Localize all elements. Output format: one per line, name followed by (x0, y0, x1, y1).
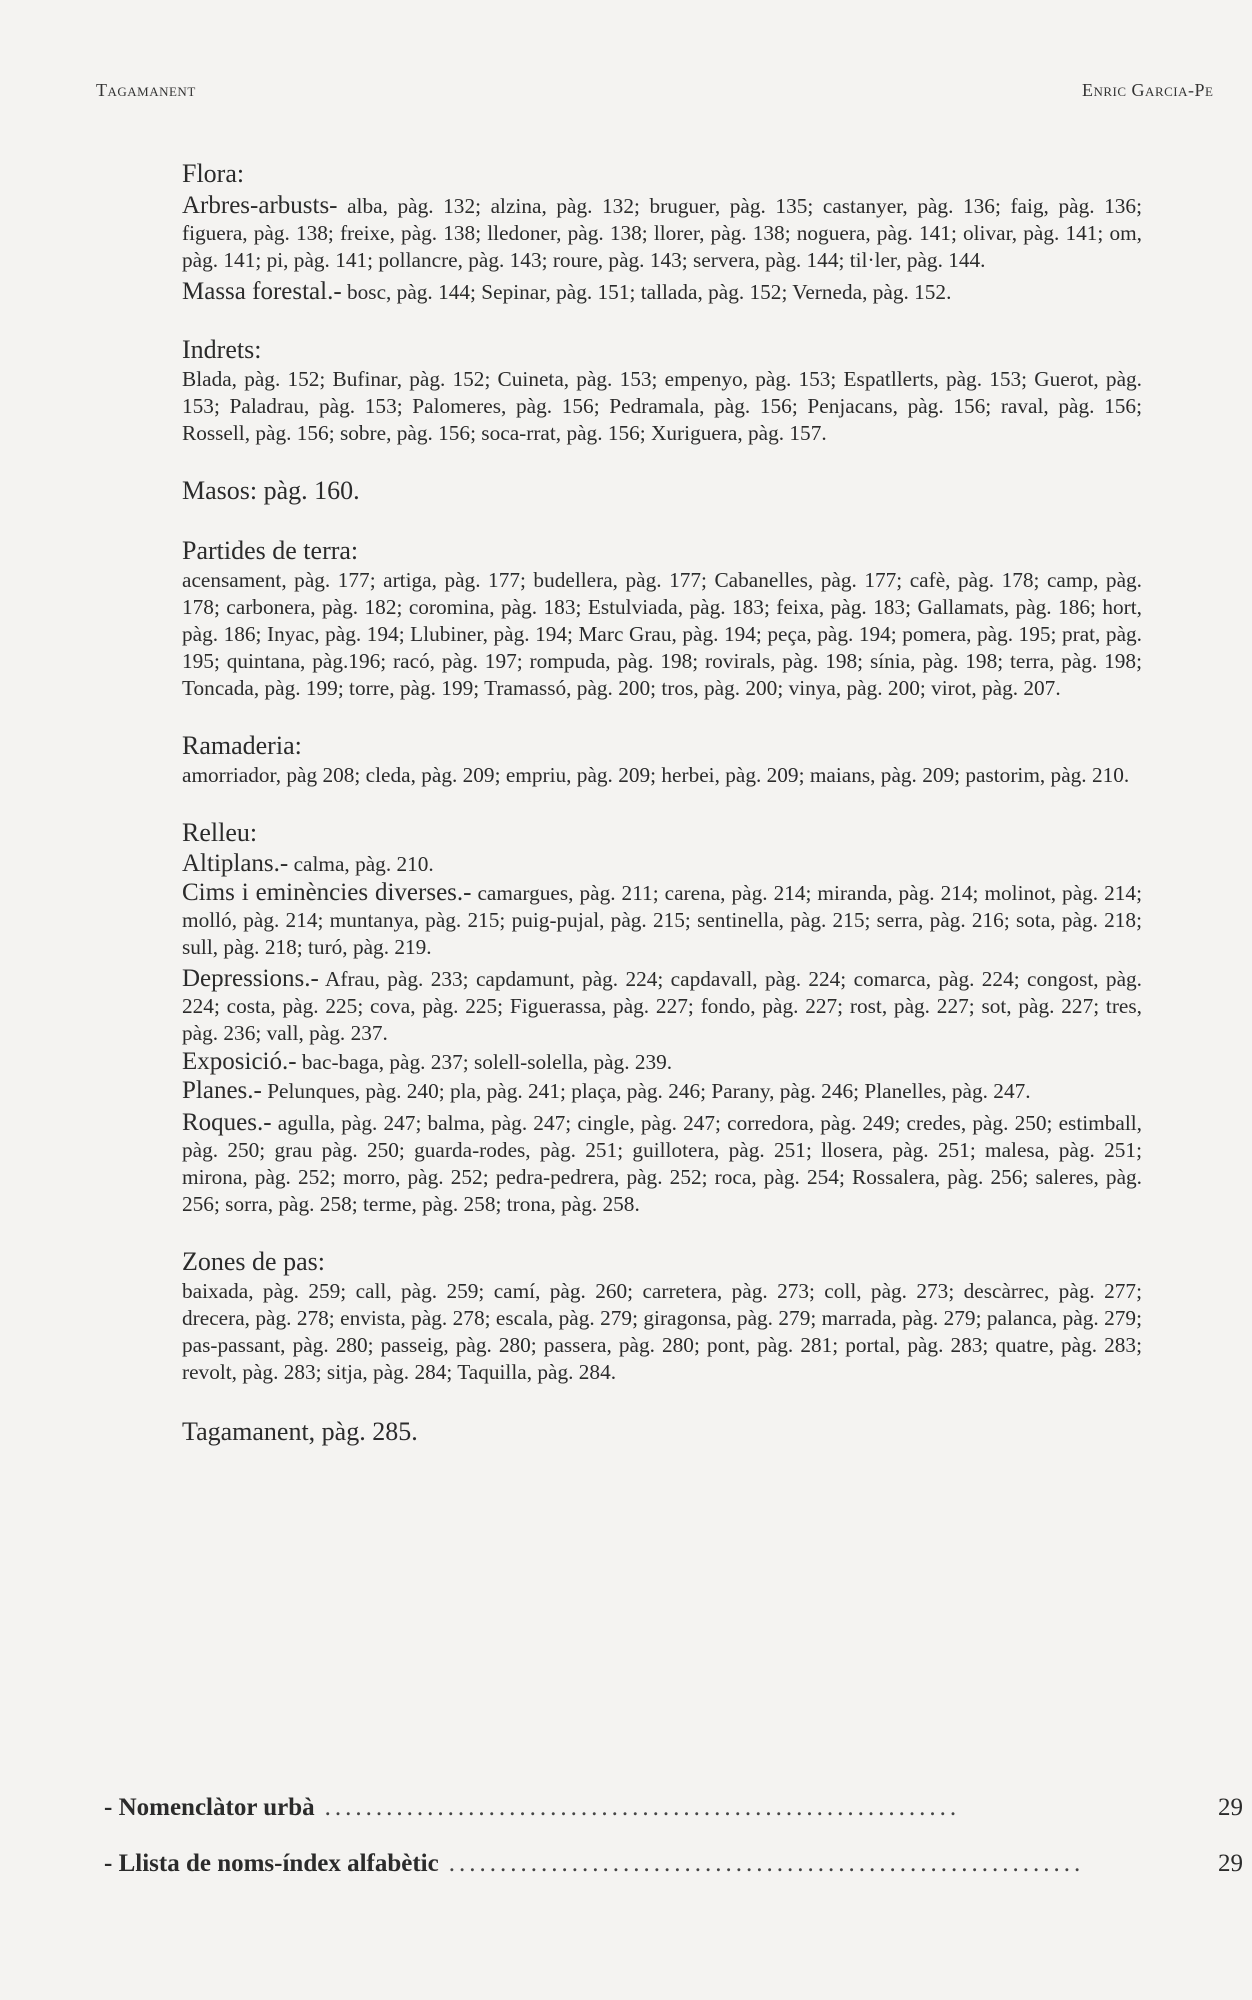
section-title: Masos: pàg. 160. (182, 476, 360, 505)
section-entry (182, 1109, 1142, 1218)
entry-lead: Arbres-arbusts- (182, 192, 338, 219)
running-head-right: Enric Garcia-Pe (1082, 80, 1214, 100)
entry-lead: Planes.- (182, 1077, 262, 1104)
entry-body: bac-baga, pàg. 237; solell-solella, pàg. 239. (301, 1050, 673, 1074)
section-title: Zones de pas: (182, 1247, 325, 1276)
section-entry (182, 278, 1142, 306)
entry-lead: Roques.- (182, 1109, 272, 1136)
section-body: amorriador, pàg 208; cleda, pàg. 209; empriu, pàg. 209; herbei, pàg. 209; maians, pàg. 209; pastorim, pàg. 210. (182, 763, 1130, 787)
entry-lead: Exposició.- (182, 1048, 297, 1075)
toc-page-number: 29 (1218, 1794, 1243, 1821)
section-tagamanent (182, 1416, 1142, 1448)
entry-body: agulla, pàg. 247; balma, pàg. 247; cingle, pàg. 247; corredora, pàg. 249; credes, pàg. 250; estimball, pàg. 250; grau pàg. 250; guarda-rodes, pàg. 251; guillotera, pàg. 251; llosera, pàg. 251; malesa, pàg. 251; mirona, pàg. 252; morro, pàg. 252; pedra-pedrera, pàg. 252; roca, pàg. 254; Rossalera, pàg. 256; saleres, pàg. 256; sorra, pàg. 258; terme, pàg. 258; trona, pàg. 258. (182, 1111, 1142, 1216)
entry-body: calma, pàg. 210. (293, 852, 434, 876)
section-body: baixada, pàg. 259; call, pàg. 259; camí, pàg. 260; carretera, pàg. 273; coll, pàg. 273; descàrrec, pàg. 277; drecera, pàg. 278; envista, pàg. 278; escala, pàg. 279; giragonsa, pàg. 279; marrada, pàg. 279; palanca, pàg. 279; pas-passant, pàg. 280; passeig, pàg. 280; passera, pàg. 280; pont, pàg. 281; portal, pàg. 283; quatre, pàg. 283; revolt, pàg. 283; sitja, pàg. 284; Taquilla, pàg. 284. (182, 1279, 1142, 1384)
entry-body: alba, pàg. 132; alzina, pàg. 132; bruguer, pàg. 135; castanyer, pàg. 136; faig, pàg. 136; figuera, pàg. 138; freixe, pàg. 138; lledoner, pàg. 138; llorer, pàg. 138; noguera, pàg. 141; olivar, pàg. 141; om, pàg. 141; pi, pàg. 141; pollancre, pàg. 143; roure, pàg. 143; servera, pàg. 144; til·ler, pàg. 144. (182, 194, 1142, 272)
entry-body: bosc, pàg. 144; Sepinar, pàg. 151; tallada, pàg. 152; Verneda, pàg. 152. (347, 280, 952, 304)
toc-leader-dots: .............................................................. (324, 1794, 961, 1821)
section-body: acensament, pàg. 177; artiga, pàg. 177; budellera, pàg. 177; Cabanelles, pàg. 177; cafè, pàg. 178; camp, pàg. 178; carbonera, pàg. 182; coromina, pàg. 183; Estulviada, pàg. 183; feixa, pàg. 183; Gallamats, pàg. 186; hort, pàg. 186; Inyac, pàg. 194; Llubiner, pàg. 194; Marc Grau, pàg. 194; peça, pàg. 194; pomera, pàg. 195; prat, pàg. 195; quintana, pàg.196; racó, pàg. 197; rompuda, pàg. 198; rovirals, pàg. 198; sínia, pàg. 198; terra, pàg. 198; Toncada, pàg. 199; torre, pàg. 199; Tramassó, pàg. 200; tros, pàg. 200; vinya, pàg. 200; virot, pàg. 207. (182, 568, 1142, 700)
section-partides (182, 535, 1142, 702)
index-content (182, 158, 1142, 1448)
section-flora (182, 158, 1142, 306)
entry-body: camargues, pàg. 211; carena, pàg. 214; miranda, pàg. 214; molinot, pàg. 214; molló, pàg. 214; muntanya, pàg. 215; puig-pujal, pàg. 215; sentinella, pàg. 215; serra, pàg. 216; sota, pàg. 218; sull, pàg. 218; turó, pàg. 219. (182, 881, 1142, 959)
section-body: Blada, pàg. 152; Bufinar, pàg. 152; Cuineta, pàg. 153; empenyo, pàg. 153; Espatllerts, pàg. 153; Guerot, pàg. 153; Paladrau, pàg. 153; Palomeres, pàg. 156; Pedramala, pàg. 156; Penjacans, pàg. 156; raval, pàg. 156; Rossell, pàg. 156; sobre, pàg. 156; soca-rrat, pàg. 156; Xuriguera, pàg. 157. (182, 367, 1142, 445)
section-title: Relleu: (182, 818, 258, 847)
entry-lead: Massa forestal.- (182, 278, 342, 305)
section-entry (182, 1047, 1142, 1077)
section-title: Partides de terra: (182, 536, 359, 565)
toc-leader-dots: .............................................................. (448, 1850, 1085, 1877)
entry-body: Afrau, pàg. 233; capdamunt, pàg. 224; capdavall, pàg. 224; comarca, pàg. 224; congost, pàg. 224; costa, pàg. 225; cova, pàg. 225; Figuerassa, pàg. 227; fondo, pàg. 227; rost, pàg. 227; sot, pàg. 227; tres, pàg. 236; vall, pàg. 237. (182, 967, 1142, 1045)
section-title: Tagamanent, pàg. 285. (182, 1417, 418, 1446)
entry-lead: Altiplans.- (182, 850, 289, 877)
toc-label: - Nomenclàtor urbà (104, 1794, 315, 1821)
section-masos (182, 475, 1142, 507)
entry-lead: Depressions.- (182, 965, 319, 992)
section-entry (182, 1077, 1142, 1105)
section-indrets (182, 334, 1142, 447)
toc-entry-nomenclator (104, 1794, 1252, 1822)
section-title: Flora: (182, 159, 245, 188)
running-head-left: Tagamanent (96, 80, 196, 100)
toc-label: - Llista de noms-índex alfabètic (104, 1850, 439, 1877)
section-entry (182, 192, 1142, 274)
toc-entry-llista-noms (104, 1850, 1252, 1878)
section-ramaderia (182, 730, 1142, 789)
section-relleu (182, 817, 1142, 1218)
entry-lead: Cims i eminències diverses.- (182, 879, 472, 906)
entry-body: Pelunques, pàg. 240; pla, pàg. 241; plaça, pàg. 246; Parany, pàg. 246; Planelles, pàg. 247. (267, 1079, 1031, 1103)
section-title: Ramaderia: (182, 731, 302, 760)
toc-page-number: 29 (1218, 1850, 1243, 1877)
section-title: Indrets: (182, 335, 262, 364)
section-entry (182, 965, 1142, 1047)
section-zones-de-pas (182, 1246, 1142, 1386)
section-entry (182, 879, 1142, 961)
section-entry (182, 849, 1142, 879)
